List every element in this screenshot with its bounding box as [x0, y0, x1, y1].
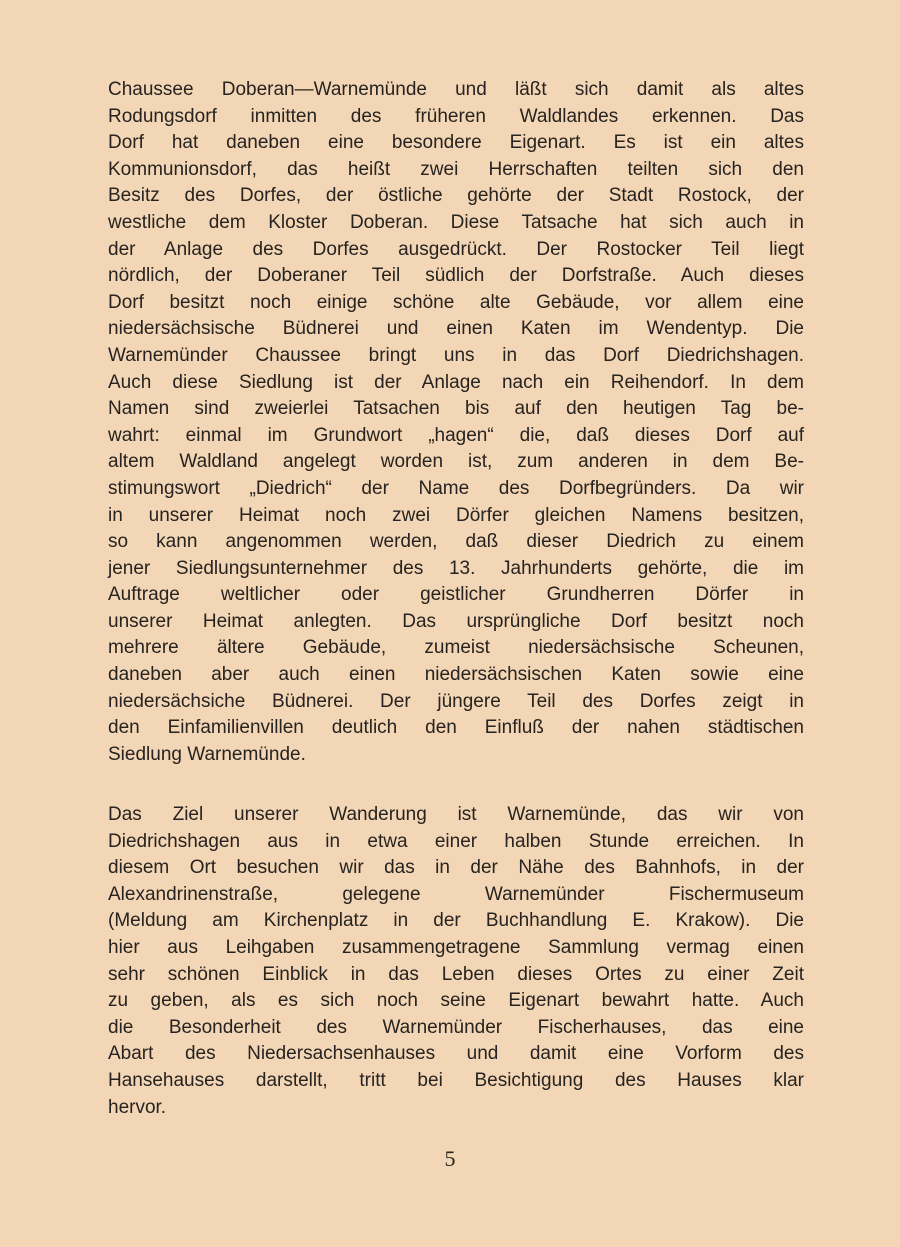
text-line: wahrt: einmal im Grundwort „hagen“ die, daß dieses Dorf auf: [108, 424, 804, 446]
text-line: Namen sind zweierlei Tatsachen bis auf den heutigen Tag be-: [108, 398, 804, 420]
text-line: Kommunionsdorf, das heißt zwei Herrschaften teilten sich den: [108, 158, 804, 180]
paragraph-1: [108, 77, 804, 768]
page-number: 5: [444, 1146, 456, 1171]
text-line: Rodungsdorf inmitten des früheren Waldlandes erkennen. Das: [108, 105, 804, 127]
text-line: Das Ziel unserer Wanderung ist Warnemünde, das wir von: [108, 804, 804, 825]
text-line: niedersächsiche Büdnerei. Der jüngere Teil des Dorfes zeigt in: [108, 690, 804, 712]
text-line: Auftrage weltlicher oder geistlicher Grundherren Dörfer in: [108, 584, 804, 606]
paragraph-2: [108, 802, 804, 1121]
text-line: daneben aber auch einen niedersächsischen Katen sowie eine: [108, 664, 804, 686]
text-line: nördlich, der Doberaner Teil südlich der Dorfstraße. Auch dieses: [108, 265, 804, 287]
text-line: Besitz des Dorfes, der östliche gehörte der Stadt Rostock, der: [108, 185, 804, 207]
text-line: unserer Heimat anlegten. Das ursprüngliche Dorf besitzt noch: [108, 610, 804, 632]
text-line: Chaussee Doberan—Warnemünde und läßt sich damit als altes: [108, 79, 804, 100]
text-line: in unserer Heimat noch zwei Dörfer gleichen Namens besitzen,: [108, 504, 804, 526]
text-line: so kann angenommen werden, daß dieser Diedrich zu einem: [108, 531, 804, 553]
text-line: zu geben, als es sich noch seine Eigenart bewahrt hatte. Auch: [108, 990, 804, 1012]
text-line: Hansehauses darstellt, tritt bei Besichtigung des Hauses klar: [108, 1069, 804, 1091]
text-line: den Einfamilienvillen deutlich den Einfluß der nahen städtischen: [108, 717, 804, 739]
text-line: sehr schönen Einblick in das Leben dieses Ortes zu einer Zeit: [108, 963, 804, 985]
text-line: Alexandrinenstraße, gelegene Warnemünder Fischermuseum: [108, 883, 804, 905]
text-line: altem Waldland angelegt worden ist, zum anderen in dem Be-: [108, 451, 804, 473]
text-line: hier aus Leihgaben zusammengetragene Sammlung vermag einen: [108, 936, 804, 958]
text-line: der Anlage des Dorfes ausgedrückt. Der Rostocker Teil liegt: [108, 238, 804, 260]
text-line: niedersächsische Büdnerei und einen Katen im Wendentyp. Die: [108, 318, 804, 340]
text-line: westliche dem Kloster Doberan. Diese Tatsache hat sich auch in: [108, 211, 804, 233]
text-line: hervor.: [108, 1096, 167, 1118]
text-line: Dorf hat daneben eine besondere Eigenart. Es ist ein altes: [108, 132, 804, 154]
text-line: jener Siedlungsunternehmer des 13. Jahrhunderts gehörte, die im: [108, 557, 804, 579]
text-line: die Besonderheit des Warnemünder Fischerhauses, das eine: [108, 1016, 804, 1038]
text-line: (Meldung am Kirchenplatz in der Buchhandlung E. Krakow). Die: [108, 910, 804, 932]
text-line: mehrere ältere Gebäude, zumeist niedersächsische Scheunen,: [108, 637, 804, 659]
text-line: diesem Ort besuchen wir das in der Nähe des Bahnhofs, in der: [108, 857, 804, 879]
text-line: Warnemünder Chaussee bringt uns in das Dorf Diedrichshagen.: [108, 344, 804, 366]
text-line: stimungswort „Diedrich“ der Name des Dorfbegründers. Da wir: [108, 477, 804, 499]
text-line: Siedlung Warnemünde.: [108, 743, 306, 765]
text-line: Abart des Niedersachsenhauses und damit eine Vorform des: [108, 1043, 804, 1065]
text-line: Dorf besitzt noch einige schöne alte Gebäude, vor allem eine: [108, 291, 804, 313]
text-line: Auch diese Siedlung ist der Anlage nach ein Reihendorf. In dem: [108, 371, 804, 393]
text-line: Diedrichshagen aus in etwa einer halben Stunde erreichen. In: [108, 830, 804, 852]
